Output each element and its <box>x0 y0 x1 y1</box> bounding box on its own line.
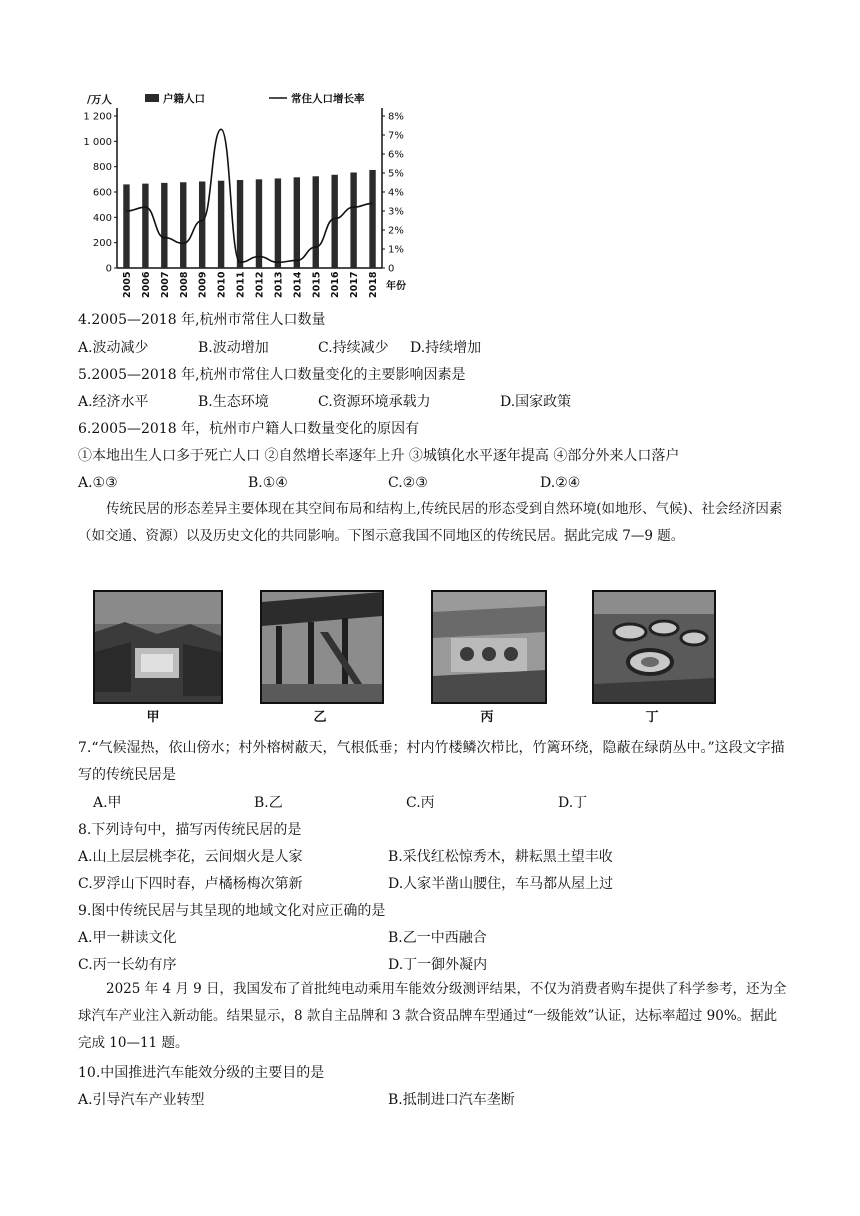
x-tick-label-2010: 2010 <box>216 271 228 298</box>
x-tick-label-2007: 2007 <box>159 271 171 298</box>
left-tick-label: 400 <box>92 212 112 224</box>
q8-option-a[interactable]: A.山上层层桃李花，云间烟火是人家 <box>78 849 303 865</box>
left-tick-label: 200 <box>92 238 112 250</box>
q6-items: ①本地出生人口多于死亡人口 ②自然增长率逐年上升 ③城镇化水平逐年提高 ④部分外来人口落户 <box>78 448 680 464</box>
photo-jia <box>93 590 223 704</box>
caption-jia: 甲 <box>146 710 160 725</box>
x-tick-label-2013: 2013 <box>273 271 285 298</box>
x-tick-label-2006: 2006 <box>140 271 152 298</box>
q6-option-d[interactable]: D.②④ <box>540 475 581 491</box>
bar-2012 <box>256 179 262 268</box>
q4-option-a[interactable]: A.波动减少 <box>78 340 149 356</box>
right-tick-label: 4% <box>388 187 404 199</box>
q7-option-c[interactable]: C.丙 <box>406 795 435 811</box>
q7-option-b[interactable]: B.乙 <box>254 795 283 811</box>
left-tick-label: 0 <box>105 263 112 275</box>
q6-option-b[interactable]: B.①④ <box>248 475 288 491</box>
bar-2010 <box>218 181 224 268</box>
bar-2011 <box>237 180 243 268</box>
q7-option-d[interactable]: D.丁 <box>558 795 588 811</box>
bar-2014 <box>294 177 300 268</box>
photo-bing <box>431 590 547 704</box>
caption-ding: 丁 <box>645 710 659 725</box>
x-tick-label-2011: 2011 <box>235 271 247 298</box>
q5-stem: 5.2005—2018 年,杭州市常住人口数量变化的主要影响因素是 <box>78 367 466 383</box>
left-tick-label: 1 000 <box>83 136 112 148</box>
x-tick-label-2017: 2017 <box>349 271 361 298</box>
q6-stem: 6.2005—2018 年，杭州市户籍人口数量变化的原因有 <box>78 421 420 437</box>
q10-stem: 10.中国推进汽车能效分级的主要目的是 <box>78 1065 325 1081</box>
q5-option-a[interactable]: A.经济水平 <box>78 394 149 410</box>
q9-option-c[interactable]: C.丙一长幼有序 <box>78 957 177 973</box>
x-tick-label-2005: 2005 <box>121 271 133 298</box>
right-tick-label: 8% <box>388 111 404 123</box>
left-unit-label: /万人 <box>87 94 112 106</box>
q9-option-a[interactable]: A.甲一耕读文化 <box>78 930 177 946</box>
right-tick-label: 0 <box>388 263 395 275</box>
x-tick-label-2012: 2012 <box>254 271 266 298</box>
q5-option-c[interactable]: C.资源环境承载力 <box>318 394 431 410</box>
q4-option-b[interactable]: B.波动增加 <box>198 340 269 356</box>
bar-2016 <box>331 175 337 268</box>
q10-option-a[interactable]: A.引导汽车产业转型 <box>78 1092 205 1108</box>
right-tick-label: 2% <box>388 225 404 237</box>
passage-traditional-dwellings: 传统民居的形态差异主要体现在其空间布局和结构上,传统民居的形态受到自然环境(如地形、气候)、社会经济因素（如交通、资源）以及历史文化的共同影响。下图示意我国不同地区的传统民居。据此完成 7—9 题。 <box>78 501 783 544</box>
bar-2017 <box>350 172 356 268</box>
q5-option-b[interactable]: B.生态环境 <box>198 394 269 410</box>
cave-dwelling-image <box>433 592 545 702</box>
q10-option-b[interactable]: B.抵制进口汽车垄断 <box>388 1092 515 1108</box>
x-tick-label-2015: 2015 <box>311 271 323 298</box>
left-tick-label: 1 200 <box>83 111 112 123</box>
bar-2018 <box>369 170 375 268</box>
q8-stem: 8.下列诗句中，描写丙传统民居的是 <box>78 822 302 838</box>
x-tick-label-2014: 2014 <box>292 271 304 298</box>
right-tick-label: 6% <box>388 149 404 161</box>
right-tick-label: 3% <box>388 206 404 218</box>
q8-option-b[interactable]: B.采伐红松惊秀木，耕耘黑土望丰收 <box>388 849 613 865</box>
right-tick-label: 1% <box>388 244 404 256</box>
caption-yi: 乙 <box>313 710 327 725</box>
q7-option-a[interactable]: A.甲 <box>93 795 122 811</box>
photo-yi <box>260 590 384 704</box>
legend-line-label: 常住人口增长率 <box>291 93 365 105</box>
q6-option-c[interactable]: C.②③ <box>388 475 428 491</box>
x-tick-label-2016: 2016 <box>330 271 342 298</box>
left-tick-label: 600 <box>92 187 112 199</box>
x-tick-label-2018: 2018 <box>368 271 380 298</box>
x-tick-label-2009: 2009 <box>197 271 209 298</box>
right-tick-label: 7% <box>388 130 404 142</box>
bar-2009 <box>199 181 205 268</box>
stilt-house-image <box>262 592 382 702</box>
tulou-image <box>594 592 714 702</box>
q8-option-c[interactable]: C.罗浮山下四时春，卢橘杨梅次第新 <box>78 876 303 892</box>
q9-option-d[interactable]: D.丁一御外凝内 <box>388 957 488 973</box>
q4-option-d[interactable]: D.持续增加 <box>410 340 482 356</box>
q6-option-a[interactable]: A.①③ <box>78 475 118 491</box>
q9-option-b[interactable]: B.乙一中西融合 <box>388 930 487 946</box>
bar-2005 <box>123 184 129 268</box>
bar-2006 <box>142 184 148 268</box>
caption-bing: 丙 <box>480 710 494 725</box>
passage-ev-efficiency: 2025 年 4 月 9 日，我国发布了首批纯电动乘用车能效分级测评结果，不仅为消费者购车提供了科学参考，还为全球汽车产业注入新动能。结果显示，8 款自主品牌和 3 款合资品牌车型通过“一级能效”认证，达标率超过 90%。据此完成 10—11 题。 <box>78 981 787 1051</box>
right-tick-label: 5% <box>388 168 404 180</box>
q7-stem: 7.“气候湿热，依山傍水；村外榕树蔽天，气根低垂；村内竹楼鳞次栉比，竹篱环绕，隐蔽在绿荫丛中。”这段文字描写的传统民居是 <box>78 740 785 783</box>
bar-2007 <box>161 183 167 268</box>
x-tick-label-2008: 2008 <box>178 271 190 298</box>
legend-bar-label: 户籍人口 <box>163 93 205 105</box>
bar-2008 <box>180 182 186 268</box>
q4-stem: 4.2005—2018 年,杭州市常住人口数量 <box>78 312 326 328</box>
legend-bar-swatch <box>145 94 159 102</box>
q4-option-c[interactable]: C.持续减少 <box>318 340 389 356</box>
q8-option-d[interactable]: D.人家半凿山腰住，车马都从屋上过 <box>388 876 614 892</box>
photo-ding <box>592 590 716 704</box>
population-chart <box>75 88 425 300</box>
courtyard-house-image <box>95 592 221 702</box>
x-unit-label: 年份 <box>386 281 406 292</box>
q9-stem: 9.图中传统民居与其呈现的地域文化对应正确的是 <box>78 903 386 919</box>
bar-2013 <box>275 178 281 268</box>
bar-2015 <box>313 176 319 268</box>
q5-option-d[interactable]: D.国家政策 <box>500 394 572 410</box>
left-tick-label: 800 <box>92 162 112 174</box>
